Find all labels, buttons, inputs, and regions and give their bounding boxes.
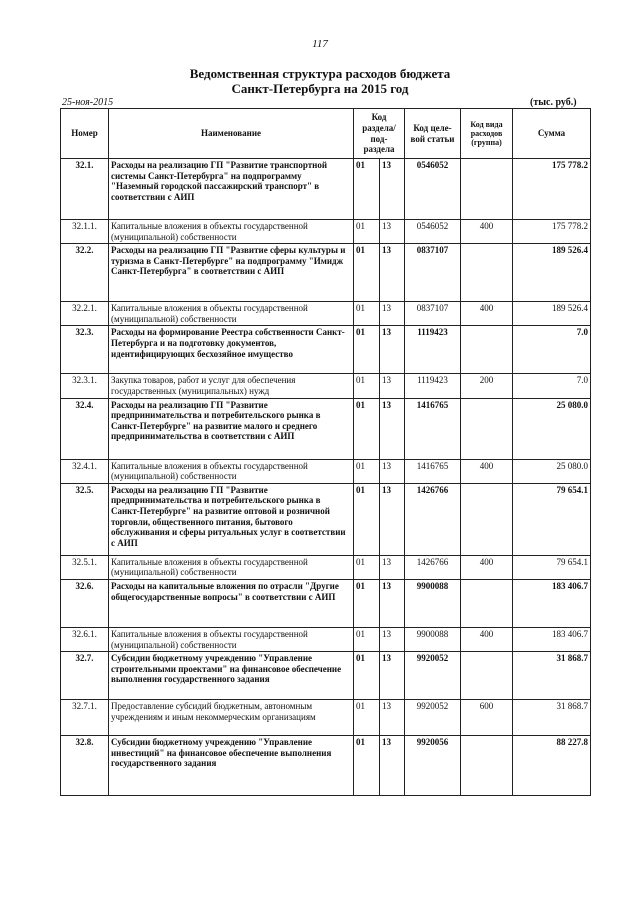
row-name: Расходы на капитальные вложения по отрасли "Другие общегосударственные вопросы" в соответствии с АИП [109, 579, 354, 627]
row-subsection: 13 [380, 483, 405, 555]
table-row [61, 244, 591, 302]
row-sum: 175 778.2 [513, 220, 591, 244]
row-article: 0837107 [405, 244, 461, 302]
row-section: 01 [354, 159, 380, 220]
table-row [61, 326, 591, 374]
row-article: 0837107 [405, 302, 461, 326]
row-section: 01 [354, 700, 380, 736]
table-row [61, 627, 591, 651]
row-sum: 189 526.4 [513, 244, 591, 302]
row-subsection: 13 [380, 736, 405, 796]
row-section: 01 [354, 220, 380, 244]
row-name: Расходы на реализацию ГП "Развитие сферы культуры и туризма в Санкт-Петербурге" на подпрограмму "Имидж Санкт-Петербурга" в соответствии с АИП [109, 244, 354, 302]
row-name: Расходы на реализацию ГП "Развитие предпринимательства и потребительского рынка в Санкт-Петербурге" на развитие оптовой и розничной торговли, общественного питания, бытового обслуживания и сферы ритуальных услуг в соответствии с АИП [109, 483, 354, 555]
table-body [61, 159, 591, 796]
row-sum: 183 406.7 [513, 627, 591, 651]
row-number: 32.8. [61, 736, 109, 796]
row-number: 32.6.1. [61, 627, 109, 651]
table-row [61, 459, 591, 483]
row-number: 32.2.1. [61, 302, 109, 326]
row-expense-type: 400 [461, 555, 513, 579]
row-article: 9920056 [405, 736, 461, 796]
header-article: Код целе- вой статьи [405, 109, 461, 159]
page-title [0, 66, 640, 96]
row-number: 32.1.1. [61, 220, 109, 244]
row-name: Капитальные вложения в объекты государственной (муниципальной) собственности [109, 555, 354, 579]
expense-table [60, 108, 591, 796]
row-expense-type: 400 [461, 459, 513, 483]
row-subsection: 13 [380, 220, 405, 244]
table-row [61, 302, 591, 326]
row-subsection: 13 [380, 579, 405, 627]
header-expense-type: Код вида расходов (группа) [461, 109, 513, 159]
row-subsection: 13 [380, 302, 405, 326]
row-number: 32.3.1. [61, 374, 109, 398]
row-sum: 25 080.0 [513, 459, 591, 483]
row-section: 01 [354, 459, 380, 483]
row-article: 1119423 [405, 326, 461, 374]
row-article: 9900088 [405, 627, 461, 651]
row-expense-type [461, 736, 513, 796]
row-sum: 79 654.1 [513, 483, 591, 555]
row-expense-type [461, 244, 513, 302]
row-expense-type [461, 398, 513, 459]
header-section: Код раздела/ под- раздела [354, 109, 405, 159]
table-row [61, 652, 591, 700]
row-expense-type: 200 [461, 374, 513, 398]
row-section: 01 [354, 736, 380, 796]
row-name: Капитальные вложения в объекты государственной (муниципальной) собственности [109, 459, 354, 483]
row-section: 01 [354, 652, 380, 700]
row-subsection: 13 [380, 374, 405, 398]
row-sum: 31 868.7 [513, 700, 591, 736]
row-expense-type: 400 [461, 220, 513, 244]
row-expense-type [461, 579, 513, 627]
row-subsection: 13 [380, 627, 405, 651]
row-article: 9920052 [405, 700, 461, 736]
row-expense-type [461, 326, 513, 374]
row-section: 01 [354, 555, 380, 579]
row-name: Расходы на формирование Реестра собственности Санкт-Петербурга и на подготовку документов, идентифицирующих бесхозяйное имущество [109, 326, 354, 374]
row-number: 32.1. [61, 159, 109, 220]
table-row [61, 220, 591, 244]
units-label: (тыс. руб.) [530, 97, 577, 108]
row-sum: 25 080.0 [513, 398, 591, 459]
row-article: 0546052 [405, 220, 461, 244]
table-row [61, 555, 591, 579]
row-expense-type [461, 652, 513, 700]
row-section: 01 [354, 244, 380, 302]
row-number: 32.6. [61, 579, 109, 627]
table-row [61, 736, 591, 796]
title-line-1: Ведомственная структура расходов бюджета [189, 66, 451, 81]
row-number: 32.7. [61, 652, 109, 700]
header-sum: Сумма [513, 109, 591, 159]
row-name: Предоставление субсидий бюджетным, автономным учреждениям и иным некоммерческим организациям [109, 700, 354, 736]
row-section: 01 [354, 627, 380, 651]
row-section: 01 [354, 398, 380, 459]
row-name: Капитальные вложения в объекты государственной (муниципальной) собственности [109, 302, 354, 326]
row-article: 9920052 [405, 652, 461, 700]
header-name: Наименование [109, 109, 354, 159]
row-sum: 189 526.4 [513, 302, 591, 326]
row-section: 01 [354, 302, 380, 326]
table-row [61, 700, 591, 736]
row-subsection: 13 [380, 159, 405, 220]
row-section: 01 [354, 374, 380, 398]
title-line-2: Санкт-Петербурга на 2015 год [231, 81, 409, 96]
table-row [61, 374, 591, 398]
row-number: 32.3. [61, 326, 109, 374]
table-row [61, 398, 591, 459]
row-section: 01 [354, 579, 380, 627]
row-article: 1416765 [405, 459, 461, 483]
row-name: Расходы на реализацию ГП "Развитие транспортной системы Санкт-Петербурга" на подпрограмму "Наземный городской пассажирский транспорт" в соответствии с АИП [109, 159, 354, 220]
row-subsection: 13 [380, 652, 405, 700]
row-name: Закупка товаров, работ и услуг для обеспечения государственных (муниципальных) нужд [109, 374, 354, 398]
row-sum: 175 778.2 [513, 159, 591, 220]
row-article: 9900088 [405, 579, 461, 627]
row-section: 01 [354, 326, 380, 374]
row-number: 32.4. [61, 398, 109, 459]
row-expense-type [461, 159, 513, 220]
row-number: 32.4.1. [61, 459, 109, 483]
row-number: 32.5. [61, 483, 109, 555]
row-subsection: 13 [380, 555, 405, 579]
row-article: 1416765 [405, 398, 461, 459]
row-subsection: 13 [380, 459, 405, 483]
table-row [61, 159, 591, 220]
row-expense-type: 400 [461, 627, 513, 651]
row-article: 1426766 [405, 483, 461, 555]
row-section: 01 [354, 483, 380, 555]
row-sum: 79 654.1 [513, 555, 591, 579]
row-sum: 31 868.7 [513, 652, 591, 700]
row-sum: 7.0 [513, 326, 591, 374]
row-article: 0546052 [405, 159, 461, 220]
row-name: Расходы на реализацию ГП "Развитие предпринимательства и потребительского рынка в Санкт-Петербурге" на развитие малого и среднего предпринимательства в соответствии с АИП [109, 398, 354, 459]
row-sum: 183 406.7 [513, 579, 591, 627]
row-expense-type [461, 483, 513, 555]
table-row [61, 579, 591, 627]
document-date: 25-ноя-2015 [62, 97, 114, 108]
row-number: 32.5.1. [61, 555, 109, 579]
row-subsection: 13 [380, 244, 405, 302]
header-number: Номер [61, 109, 109, 159]
row-subsection: 13 [380, 326, 405, 374]
row-name: Капитальные вложения в объекты государственной (муниципальной) собственности [109, 220, 354, 244]
row-sum: 7.0 [513, 374, 591, 398]
row-subsection: 13 [380, 700, 405, 736]
row-name: Субсидии бюджетному учреждению "Управление инвестиций" на финансовое обеспечение выполнения государственного задания [109, 736, 354, 796]
row-name: Субсидии бюджетному учреждению "Управление строительными проектами" на финансовое обеспечение выполнения государственного задания [109, 652, 354, 700]
row-sum: 88 227.8 [513, 736, 591, 796]
row-number: 32.7.1. [61, 700, 109, 736]
row-article: 1426766 [405, 555, 461, 579]
row-expense-type: 400 [461, 302, 513, 326]
row-number: 32.2. [61, 244, 109, 302]
table-row [61, 483, 591, 555]
page-number: 117 [312, 38, 328, 50]
row-subsection: 13 [380, 398, 405, 459]
row-name: Капитальные вложения в объекты государственной (муниципальной) собственности [109, 627, 354, 651]
row-article: 1119423 [405, 374, 461, 398]
row-expense-type: 600 [461, 700, 513, 736]
